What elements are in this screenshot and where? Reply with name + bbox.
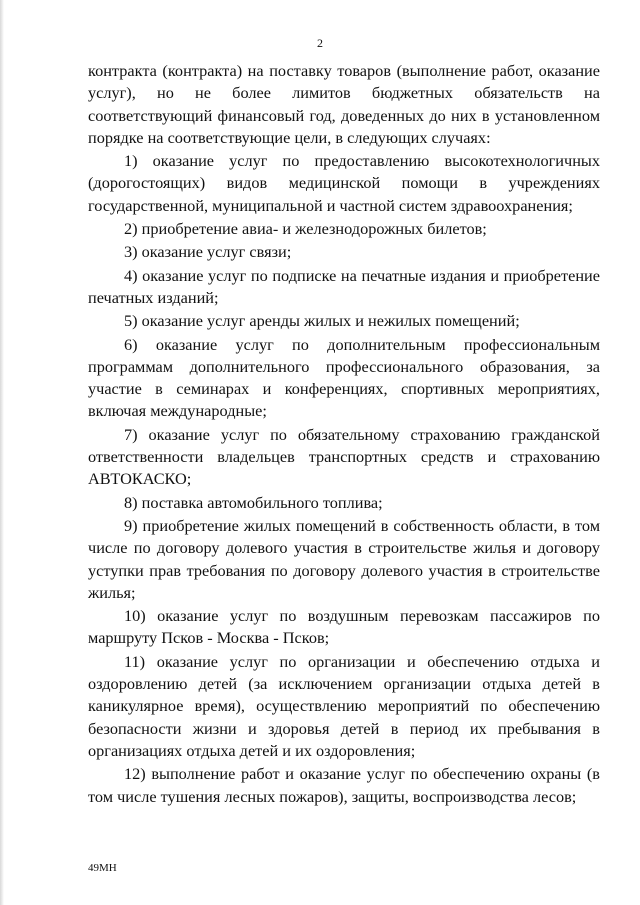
list-item-5: 5) оказание услуг аренды жилых и нежилых помещений;	[124, 311, 520, 331]
list-item-4: 4) оказание услуг по подписке на печатные издания и приобретение печатных изданий;	[88, 265, 600, 307]
list-item-7: 7) оказание услуг по обязательному страхованию гражданской ответственности владельцев транспортных средств и страхованию АВТОКАСКО;	[88, 424, 600, 489]
list-item-1: 1) оказание услуг по предоставлению высокотехнологичных (дорогостоящих) видов медицинской помощи в учреждениях государственной, муниципальной и частной систем здравоохранения;	[88, 151, 600, 215]
list-item-8: 8) поставка автомобильного топлива;	[124, 492, 383, 512]
list-item-3: 3) оказание услуг связи;	[124, 242, 292, 262]
document-body	[88, 60, 600, 808]
document-footer-code: 49МН	[88, 862, 117, 874]
list-item-6: 6) оказание услуг по дополнительным профессиональным программам дополнительного профессионального образования, за участие в семинарах и конференциях, спортивных мероприятиях, включая международные;	[88, 334, 600, 421]
list-item-9: 9) приобретение жилых помещений в собственность области, в том числе по договору долевого участия в строительстве жилья и договору уступки прав требования по договору долевого участия в строительстве жилья;	[88, 515, 600, 602]
list-item-11: 11) оказание услуг по организации и обеспечению отдыха и оздоровлению детей (за исключением организации отдыха детей в каникулярное время), осуществлению мероприятий по обеспечению безопасности жизни и здоровья детей в период их пребывания в организациях отдыха детей и их оздоровления;	[88, 651, 600, 760]
list-item-12: 12) выполнение работ и оказание услуг по обеспечению охраны (в том числе тушения лесных пожаров), защиты, воспроизводства лесов;	[88, 764, 600, 806]
paragraph-intro-continuation: контракта (контракта) на поставку товаров (выполнение работ, оказание услуг), но не более лимитов бюджетных обязательств на соответствующий финансовый год, доведенных до них в установленном порядке на соответствующие цели, в следующих случаях:	[88, 61, 600, 147]
list-item-2: 2) приобретение авиа- и железнодорожных билетов;	[124, 219, 487, 239]
page-number: 2	[317, 36, 323, 50]
list-item-10: 10) оказание услуг по воздушным перевозкам пассажиров по маршруту Псков - Москва - Псков;	[88, 606, 600, 648]
scan-edge-shadow	[0, 0, 4, 905]
